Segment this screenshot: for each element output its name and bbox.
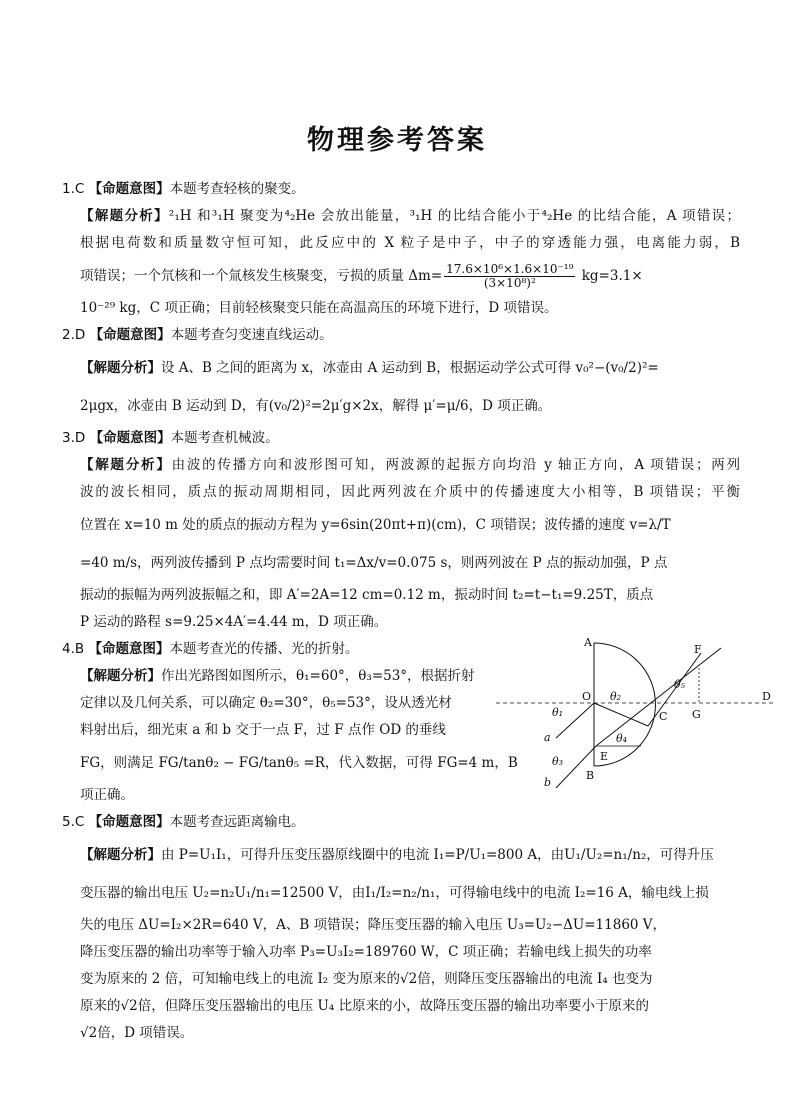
q4-text-1: 作出光路图如图所示，θ₁=60°，θ₃=53°，根据折射 xyxy=(161,668,475,684)
q5-line-5: 变为原来的 2 倍，可知输电线上的电流 I₂ 变为原来的√2倍，则降压变压器输出的电流 I₄ 也变为 xyxy=(80,971,653,987)
question-3 xyxy=(62,425,740,636)
q2-intent-text: 本题考查匀变速直线运动。 xyxy=(170,327,333,343)
label-theta4: θ₄ xyxy=(616,732,628,745)
q3-line-4: =40 m/s，两列波传播到 P 点均需要时间 t₁=Δx/v=0.075 s，则两列波在 P 点的振动加强，P 点 xyxy=(80,555,668,571)
q3-line-6: P 运动的路程 s=9.25×4A′=4.44 m，D 项正确。 xyxy=(80,614,388,630)
q1-line-2: 根据电荷数和质量数守恒可知，此反应中的 X 粒子是中子，中子的穿透能力强，电离能力弱，B xyxy=(80,235,740,251)
q1-text-3a: 项错误；一个氘核和一个氚核发生核聚变，亏损的质量 Δm= xyxy=(80,268,443,284)
question-4 xyxy=(62,636,771,809)
label-f: F xyxy=(694,643,702,656)
q3-line-2: 波的波长相同，质点的振动周期相同，因此两列波在介质中的传播速度大小相等，B 项错误；平衡 xyxy=(80,484,740,500)
q2-answer: 2.D xyxy=(62,327,86,343)
label-theta3: θ₃ xyxy=(552,755,564,768)
q5-answer: 5.C xyxy=(62,814,85,830)
q1-intent-text: 本题考查轻核的聚变。 xyxy=(169,181,305,197)
question-2 xyxy=(62,322,740,425)
q2-line-1 xyxy=(62,349,740,387)
ray-oc xyxy=(594,703,648,726)
answer-content xyxy=(62,176,771,1047)
label-b-point: B xyxy=(586,769,595,782)
q1-frac-den: (3×10⁸)² xyxy=(483,276,536,290)
q3-answer: 3.D xyxy=(62,430,86,446)
q5-text-1: 由 P=U₁I₁，可得升压变压器原线圈中的电流 I₁=P/U₁=800 A，由U₁/U₂=n₁/n₂，可得升压 xyxy=(161,847,714,863)
q5-line-3: 失的电压 ΔU=I₂×2R=640 V，A、B 项错误；降压变压器的输入电压 U₃=U₂−ΔU=11860 V， xyxy=(80,917,667,933)
q1-analysis-tag: 【解题分析】 xyxy=(80,208,169,224)
light-path-diagram xyxy=(496,638,776,788)
q4-answer: 4.B xyxy=(62,641,85,657)
label-g: G xyxy=(692,708,701,721)
q1-text-3b: kg=3.1× xyxy=(577,268,643,284)
label-theta2: θ₂ xyxy=(610,690,622,703)
label-a-ray: a xyxy=(544,731,551,744)
q3-heading xyxy=(62,425,740,452)
label-theta5: θ₅ xyxy=(674,678,686,691)
q1-frac-num: 17.6×10⁶×1.6×10⁻¹⁹ xyxy=(446,262,574,277)
q2-intent-tag: 【命题意图】 xyxy=(89,327,171,343)
q1-heading xyxy=(62,176,740,203)
q5-analysis-tag: 【解题分析】 xyxy=(80,847,161,863)
question-5 xyxy=(62,809,740,1047)
q4-line-4: FG，则满足 FG/tanθ₂ − FG/tanθ₅ =R，代入数据，可得 FG=4 m，B xyxy=(80,755,518,771)
q1-fraction xyxy=(444,263,575,289)
q4-analysis-tag: 【解题分析】 xyxy=(80,668,161,684)
q3-line-1 xyxy=(62,452,740,479)
q3-intent-tag: 【命题意图】 xyxy=(89,430,171,446)
q5-line-2: 变压器的输出电压 U₂=n₂U₁/n₁=12500 V，由I₁/I₂=n₂/n₁，可得输电线中的电流 I₂=16 A，输电线上损 xyxy=(80,885,709,901)
q2-text-1: 设 A、B 之间的距离为 x，冰壶由 A 运动到 B，根据运动学公式可得 v₀²−(v₀/2)²= xyxy=(161,360,659,376)
q4-intent-text: 本题考查光的传播、光的折射。 xyxy=(169,641,359,657)
q5-line-6: 原来的√2倍，但降压变压器输出的电压 U₄ 比原来的小，故降压变压器的输出功率要小于原来的 xyxy=(80,998,650,1014)
question-1 xyxy=(62,176,740,322)
semicircle-arc xyxy=(594,643,655,766)
q2-heading xyxy=(62,322,740,349)
q1-line-4: 10⁻²⁹ kg，C 项正确；目前轻核聚变只能在高温高压的环境下进行，D 项错误。 xyxy=(80,300,558,316)
label-d: D xyxy=(762,690,771,703)
label-c: C xyxy=(659,710,668,723)
q3-line-5: 振动的振幅为两列波振幅之和，即 A′=2A=12 cm=0.12 m，振动时间 t₂=t−t₁=9.25T，质点 xyxy=(80,587,654,603)
q1-line-3 xyxy=(62,257,740,295)
q3-intent-text: 本题考查机械波。 xyxy=(170,430,279,446)
q1-intent-tag: 【命题意图】 xyxy=(88,181,170,197)
q2-analysis-tag: 【解题分析】 xyxy=(80,360,161,376)
q1-answer: 1.C xyxy=(62,181,85,197)
q4-text-block xyxy=(62,663,518,809)
label-b-ray: b xyxy=(544,776,552,788)
label-a-point: A xyxy=(584,638,592,649)
q4-intent-tag: 【命题意图】 xyxy=(88,641,170,657)
page-title: 物理参考答案 xyxy=(307,125,487,156)
q4-line-3: 料射出后，细光束 a 和 b 交于一点 F，过 F 点作 OD 的垂线 xyxy=(80,722,446,738)
q4-line-1 xyxy=(62,663,502,690)
q4-line-5: 项正确。 xyxy=(80,787,134,803)
q1-line-1 xyxy=(62,203,740,230)
q4-line-2: 定律以及几何关系，可以确定 θ₂=30°，θ₅=53°，设从透光材 xyxy=(80,695,452,711)
q5-intent-text: 本题考查远距离输电。 xyxy=(169,814,305,830)
q5-line-7: √2倍，D 项错误。 xyxy=(80,1025,194,1041)
q5-intent-tag: 【命题意图】 xyxy=(88,814,170,830)
q5-heading xyxy=(62,809,740,836)
q3-analysis-tag: 【解题分析】 xyxy=(80,457,172,473)
label-e: E xyxy=(600,750,609,763)
q5-line-1 xyxy=(62,836,740,874)
q3-line-3: 位置在 x=10 m 处的质点的振动方程为 y=6sin(20πt+π)(cm)，C 项错误；波传播的速度 v=λ/T xyxy=(80,517,671,533)
label-o: O xyxy=(582,690,592,703)
q3-text-1: 由波的传播方向和波形图可知，两波源的起振方向均沿 y 轴正方向，A 项错误；两列 xyxy=(171,457,740,473)
q2-line-2: 2μgx，冰壶由 B 运动到 D，有(v₀/2)²=2μ′g×2x，解得 μ′=μ/6，D 项正确。 xyxy=(80,398,552,414)
q5-line-4: 降压变压器的输出功率等于输入功率 P₃=U₃I₂=189760 W，C 项正确；若输电线上损失的功率 xyxy=(80,944,652,960)
q1-text-1: ²₁H 和³₁H 聚变为⁴₂He 会放出能量，³₁H 的比结合能小于⁴₂He 的比结合能，A 项错误； xyxy=(168,208,740,224)
label-theta1: θ₁ xyxy=(552,706,564,719)
